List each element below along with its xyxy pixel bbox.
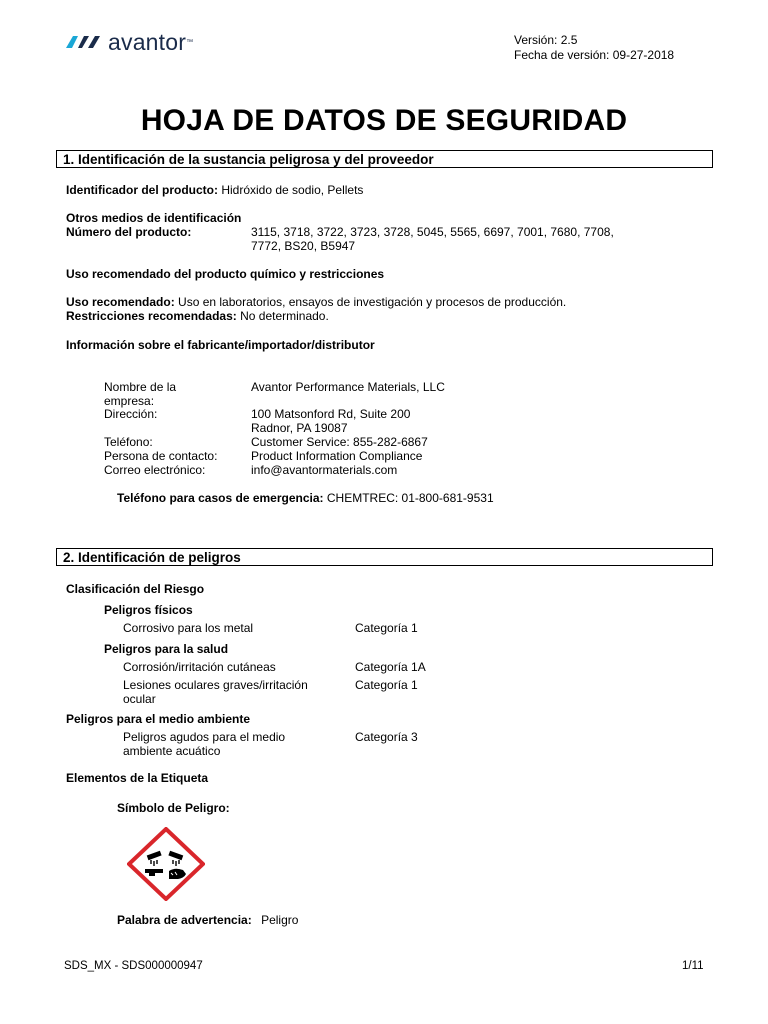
section-2-heading: 2. Identificación de peligros xyxy=(56,548,713,566)
recommended-use-value: Uso en laboratorios, ensayos de investigación y procesos de producción. xyxy=(178,295,567,309)
product-number-line-1: 3115, 3718, 3722, 3723, 3728, 5045, 5565, 6697, 7001, 7680, 7708, xyxy=(251,225,614,239)
label-elements-heading: Elementos de la Etiqueta xyxy=(66,771,209,785)
environment-hazards-heading: Peligros para el medio ambiente xyxy=(66,712,251,726)
restrictions-value: No determinado. xyxy=(240,309,329,323)
physical-hazard-1-category: Categoría 1 xyxy=(355,621,418,635)
emergency-phone xyxy=(117,491,494,505)
version-info xyxy=(514,33,674,63)
brand-name: avantor xyxy=(108,28,187,55)
physical-hazard-1-name: Corrosivo para los metal xyxy=(123,621,254,635)
emergency-value: CHEMTREC: 01-800-681-9531 xyxy=(326,491,494,505)
restrictions xyxy=(66,309,329,323)
environment-hazard-1-name-2: ambiente acuático xyxy=(123,744,221,758)
physical-hazards-heading: Peligros físicos xyxy=(104,603,193,617)
footer-doc-id: SDS_MX - SDS000000947 xyxy=(64,960,203,972)
section-1-heading: 1. Identificación de la sustancia peligrosa y del proveedor xyxy=(56,150,713,168)
version: Versión: 2.5 xyxy=(514,33,578,47)
hazard-symbol-label: Símbolo de Peligro: xyxy=(117,801,230,815)
health-hazard-2-category: Categoría 1 xyxy=(355,678,418,692)
recommended-use-label: Uso recomendado: xyxy=(66,295,175,309)
product-identifier-value: Hidróxido de sodio, Pellets xyxy=(221,183,364,197)
corrosion-pictogram-icon xyxy=(127,827,205,901)
health-hazard-1-category: Categoría 1A xyxy=(355,660,426,674)
document-title: HOJA DE DATOS DE SEGURIDAD xyxy=(140,104,628,137)
signal-word xyxy=(117,913,298,927)
health-hazards-heading: Peligros para la salud xyxy=(104,642,229,656)
contact-label: Persona de contacto: xyxy=(104,449,218,463)
company-value: Avantor Performance Materials, LLC xyxy=(251,380,445,394)
health-hazard-2-name-1: Lesiones oculares graves/irritación xyxy=(123,678,308,692)
manufacturer-heading: Información sobre el fabricante/importador/distributor xyxy=(66,338,375,352)
recommended-use xyxy=(66,295,566,309)
signal-word-value: Peligro xyxy=(261,913,299,927)
address-label: Dirección: xyxy=(104,407,158,421)
signal-word-label: Palabra de advertencia: xyxy=(117,913,252,927)
product-identifier-label: Identificador del producto: xyxy=(66,183,218,197)
email-label: Correo electrónico: xyxy=(104,463,206,477)
product-number-line-2: 7772, BS20, B5947 xyxy=(251,239,356,253)
email-value: info@avantormaterials.com xyxy=(251,463,398,477)
address-line-1: 100 Matsonford Rd, Suite 200 xyxy=(251,407,411,421)
avantor-logo-icon xyxy=(64,32,102,52)
company-label-2: empresa: xyxy=(104,394,155,408)
footer-page-number: 1/11 xyxy=(682,960,704,972)
address-line-2: Radnor, PA 19087 xyxy=(251,421,348,435)
environment-hazard-1-name-1: Peligros agudos para el medio xyxy=(123,730,286,744)
phone-label: Teléfono: xyxy=(104,435,153,449)
avantor-logo: avantor ™ xyxy=(64,30,193,54)
contact-value: Product Information Compliance xyxy=(251,449,423,463)
other-means-heading: Otros medios de identificación xyxy=(66,211,242,225)
recommended-use-heading: Uso recomendado del producto químico y restricciones xyxy=(66,267,385,281)
health-hazard-1-name: Corrosión/irritación cutáneas xyxy=(123,660,276,674)
emergency-label: Teléfono para casos de emergencia: xyxy=(117,491,324,505)
classification-heading: Clasificación del Riesgo xyxy=(66,582,205,596)
company-label-1: Nombre de la xyxy=(104,380,177,394)
product-number-label: Número del producto: xyxy=(66,225,192,239)
health-hazard-2-name-2: ocular xyxy=(123,692,156,706)
version-date: Fecha de versión: 09-27-2018 xyxy=(514,48,675,62)
phone-value: Customer Service: 855-282-6867 xyxy=(251,435,428,449)
environment-hazard-1-category: Categoría 3 xyxy=(355,730,418,744)
product-identifier xyxy=(66,183,363,197)
restrictions-label: Restricciones recomendadas: xyxy=(66,309,237,323)
